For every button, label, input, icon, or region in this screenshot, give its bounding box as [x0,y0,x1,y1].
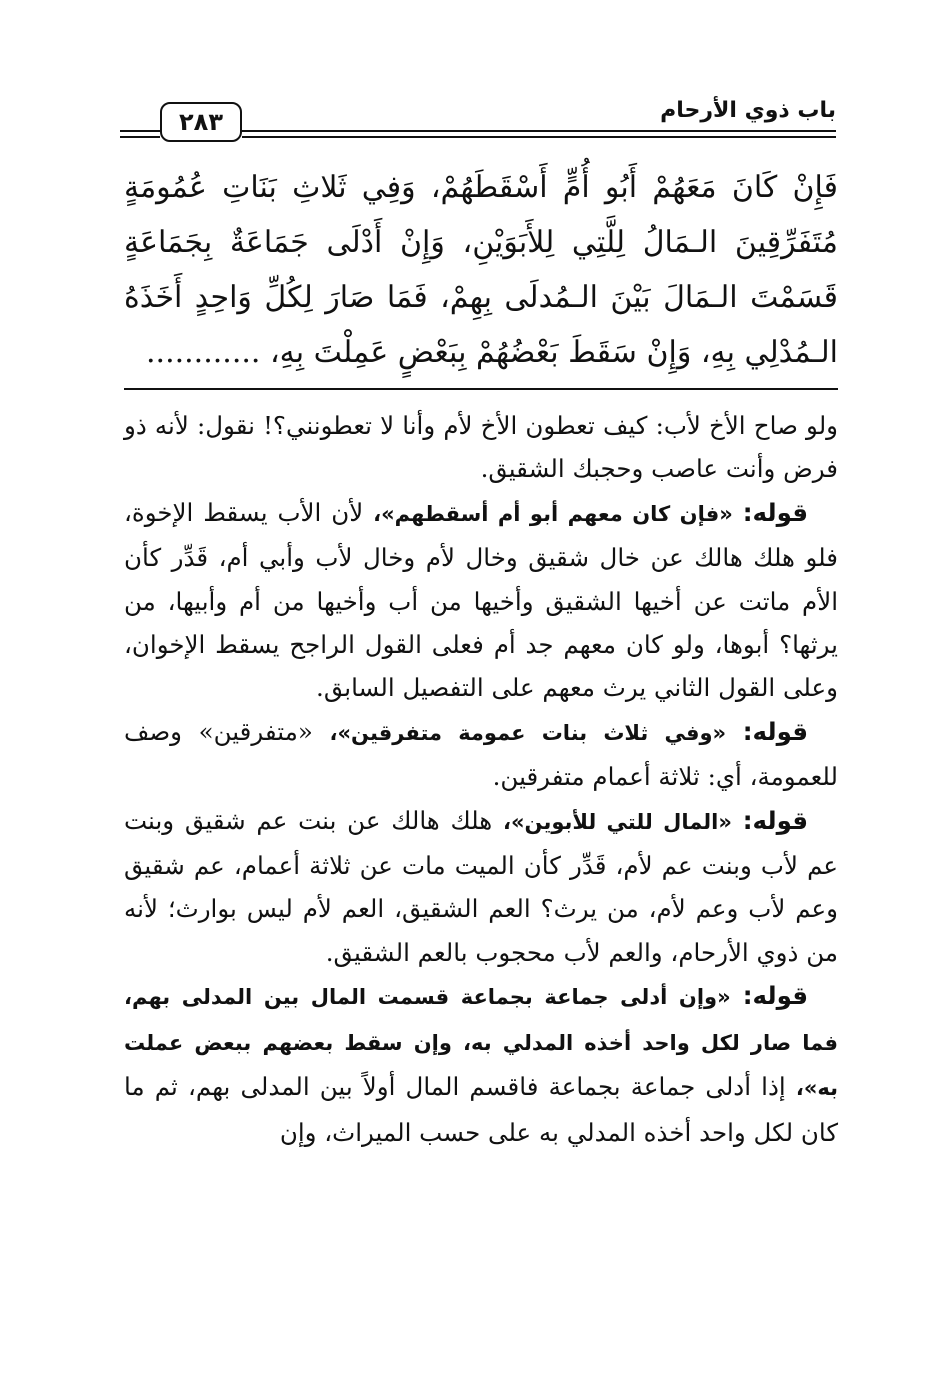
matn-quote: «المال للتي للأبوين»، [503,809,732,834]
page-header [120,92,836,152]
matn-sharh-divider [124,388,838,390]
header-rule-left-top [120,130,160,132]
commentary-text: هلك هالك عن بنت عم شقيق وبنت عم لأب وبنت عم لأم، قَدِّر كأن الميت مات عن ثلاثة أعمام، عم شقيق وعم لأب وعم لأم، من يرث؟ العم الشقيق، العم لأم ليس بوارث؛ لأنه من ذوي الأرحام، والعم لأب محجوب بالعم الشقيق. [124,805,838,967]
sharh-paragraph-4 [124,799,838,975]
matn-line-2: مُتَفَرِّقِينَ الـمَالُ لِلَّتِي لِلأَبَوَيْنِ، وَإِنْ أَدْلَى جَمَاعَةٌ بِجَمَاعَةٍ [124,225,838,260]
matn-quote: «وفي ثلاث بنات عمومة متفرقين»، [329,720,727,745]
sharh-paragraph-3 [124,710,838,799]
header-rule-left-bottom [120,136,160,138]
header-rule-top [242,130,836,132]
matn-text [124,160,838,380]
commentary-text: لأن الأب يسقط الإخوة، فلو هلك هالك عن خال شقيق وخال لأم وخال لأب وأبي أم، قَدِّر كأن الأم ماتت عن أخيها الشقيق وأخيها من أب وأخيها من أم وأبيها، من يرثها؟ أبوها، ولو كان معهم جد أم فعلى القول الراجح يسقط الإخوان، وعلى القول الثاني يرث معهم على التفصيل السابق. [124,497,838,703]
matn-quote: «وإن أدلى جماعة بجماعة قسمت المال بين المدلى بهم، فما صار لكل واحد أخذه المدلي به، وإن سقط بعضهم ببعض عملت به»، [124,985,839,1101]
chapter-title: باب ذوي الأرحام [660,98,836,123]
commentary-text: «متفرقين» وصف للعمومة، أي: ثلاثة أعمام متفرقين. [124,716,838,792]
matn-line-3: قَسَمْتَ الـمَالَ بَيْنَ الـمُدلَى بِهِمْ، فَمَا صَارَ لِكُلِّ وَاحِدٍ أَخَذَهُ [124,280,838,315]
qawl-label: قوله: [742,497,808,527]
matn-quote: «فإن كان معهم أبو أم أسقطهم»، [373,501,733,526]
sharh-paragraph-5 [124,974,838,1154]
sharh-paragraph-1: ولو صاح الأخ لأب: كيف تعطون الأخ لأم وأنا لا تعطونني؟! نقول: لأنه ذو فرض وأنت عاصب وحجبك الشقيق. [124,411,838,484]
page-number-box [160,102,242,142]
qawl-label: قوله: [742,805,808,835]
sharh-paragraph-2 [124,491,838,710]
commentary-text: إذا أدلى جماعة بجماعة فاقسم المال أولاً بين المدلى بهم، ثم ما كان لكل واحد أخذه المدلي به على حسب الميراث، وإن [124,1072,838,1147]
matn-line-4: الـمُدْلِي بِهِ، وَإِنْ سَقَطَ بَعْضُهُمْ بِبَعْضٍ عَمِلْتَ بِهِ، ............ [146,335,838,370]
header-rule-bottom [242,136,836,138]
matn-line-1: فَإِنْ كَانَ مَعَهُمْ أَبُو أُمٍّ أَسْقَطَهُمْ، وَفِي ثَلاثِ بَنَاتِ عُمُومَةٍ [124,170,838,205]
qawl-label: قوله: [742,716,809,746]
sharh-text [124,404,838,1154]
page-number: ٢٨٣ [179,108,223,136]
qawl-label: قوله: [742,981,808,1011]
